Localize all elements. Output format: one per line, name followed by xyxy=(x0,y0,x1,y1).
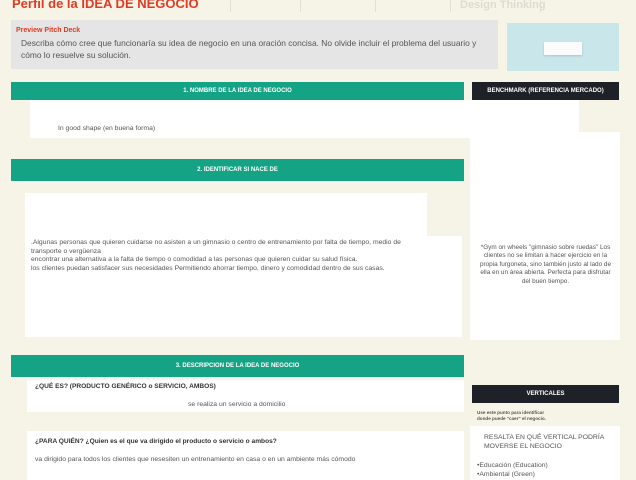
benchmark-text: *Gym on wheels "gimnasio sobre ruedas" Los clientes no se limitan a hacer ejercicio en la propia furgoneta, sino también justo al lado de ella en un área abierta. Perfecta para disfrutar del buen tiempo. xyxy=(479,244,612,285)
que-es-label: ¿QUÉ ES? (PRODUCTO GENÉRICO o SERVICIO, AMBOS) xyxy=(35,383,216,390)
sheet-divider xyxy=(300,0,301,12)
benchmark-text-area[interactable] xyxy=(470,132,620,340)
nombre-value: In good shape (en buena forma) xyxy=(58,125,156,132)
sheet-divider xyxy=(375,0,376,12)
para-quien-label: ¿PARA QUIÉN? ¿Quien es el que va dirigido el producto o servicio o ambos? xyxy=(35,438,277,445)
verticales-note-line-1: Use este punto para identificar xyxy=(477,410,545,415)
identificar-line-1: .Algunas personas que quieren cuidarse no asisten a un gimnasio o centro de entrenamiento por falta de tiempo, medio de transporte o vergüenza xyxy=(31,239,401,255)
verticales-prompt: RESALTA EN QUÉ VERTICAL PODRÍA MOVERSE EL NEGOCIO xyxy=(484,434,604,450)
preview-label: Preview Pitch Deck xyxy=(16,27,81,34)
identificar-input-area[interactable] xyxy=(25,193,427,236)
page-title: Perfil de la IDEA DE NEGOCIO xyxy=(12,0,199,11)
sheet-divider xyxy=(230,0,231,12)
preview-instructions: Describa cómo cree que funcionaría su idea de negocio en una oración concisa. No olvide incluir el problema del usuario y cómo lo resuelve su solución. xyxy=(21,38,477,60)
section-3-header: 3. DESCRIPCION DE LA IDEA DE NEGOCIO xyxy=(11,355,464,377)
section-1-header: 1. NOMBRE DE LA IDEA DE NEGOCIO xyxy=(11,82,464,100)
sheet-divider xyxy=(450,0,451,12)
preview-thumbnail-slide xyxy=(544,42,582,55)
section-2-header: 2. IDENTIFICAR SI NACE DE xyxy=(11,159,464,181)
verticales-note-line-2: donde puede "caer" el negocio. xyxy=(477,416,546,421)
verticales-header: VERTICALES xyxy=(472,385,619,403)
identificar-line-3: los clientes puedan satisfacer sus necesidades Permitiendo ahorrar tiempo, dinero y comodidad dentro de sus casas. xyxy=(31,265,385,272)
identificar-line-2: encontrar una alternativa a la falta de tiempo o comodidad a las personas que quieren cuidar su salud física. xyxy=(31,256,358,263)
benchmark-header: BENCHMARK (REFERENCIA MERCADO) xyxy=(472,82,619,100)
vertical-item: •Educación (Education) xyxy=(477,462,548,469)
faint-title: Design Thinking xyxy=(460,0,546,11)
vertical-item: •Ambiental (Green) xyxy=(477,471,535,478)
que-es-value[interactable]: se realiza un servicio a domicilio xyxy=(188,401,286,408)
para-quien-value[interactable]: va dirigido para todos los clientes que nesesiten un entrenamiento en casa o en un ambiente más cómodo xyxy=(35,456,356,463)
